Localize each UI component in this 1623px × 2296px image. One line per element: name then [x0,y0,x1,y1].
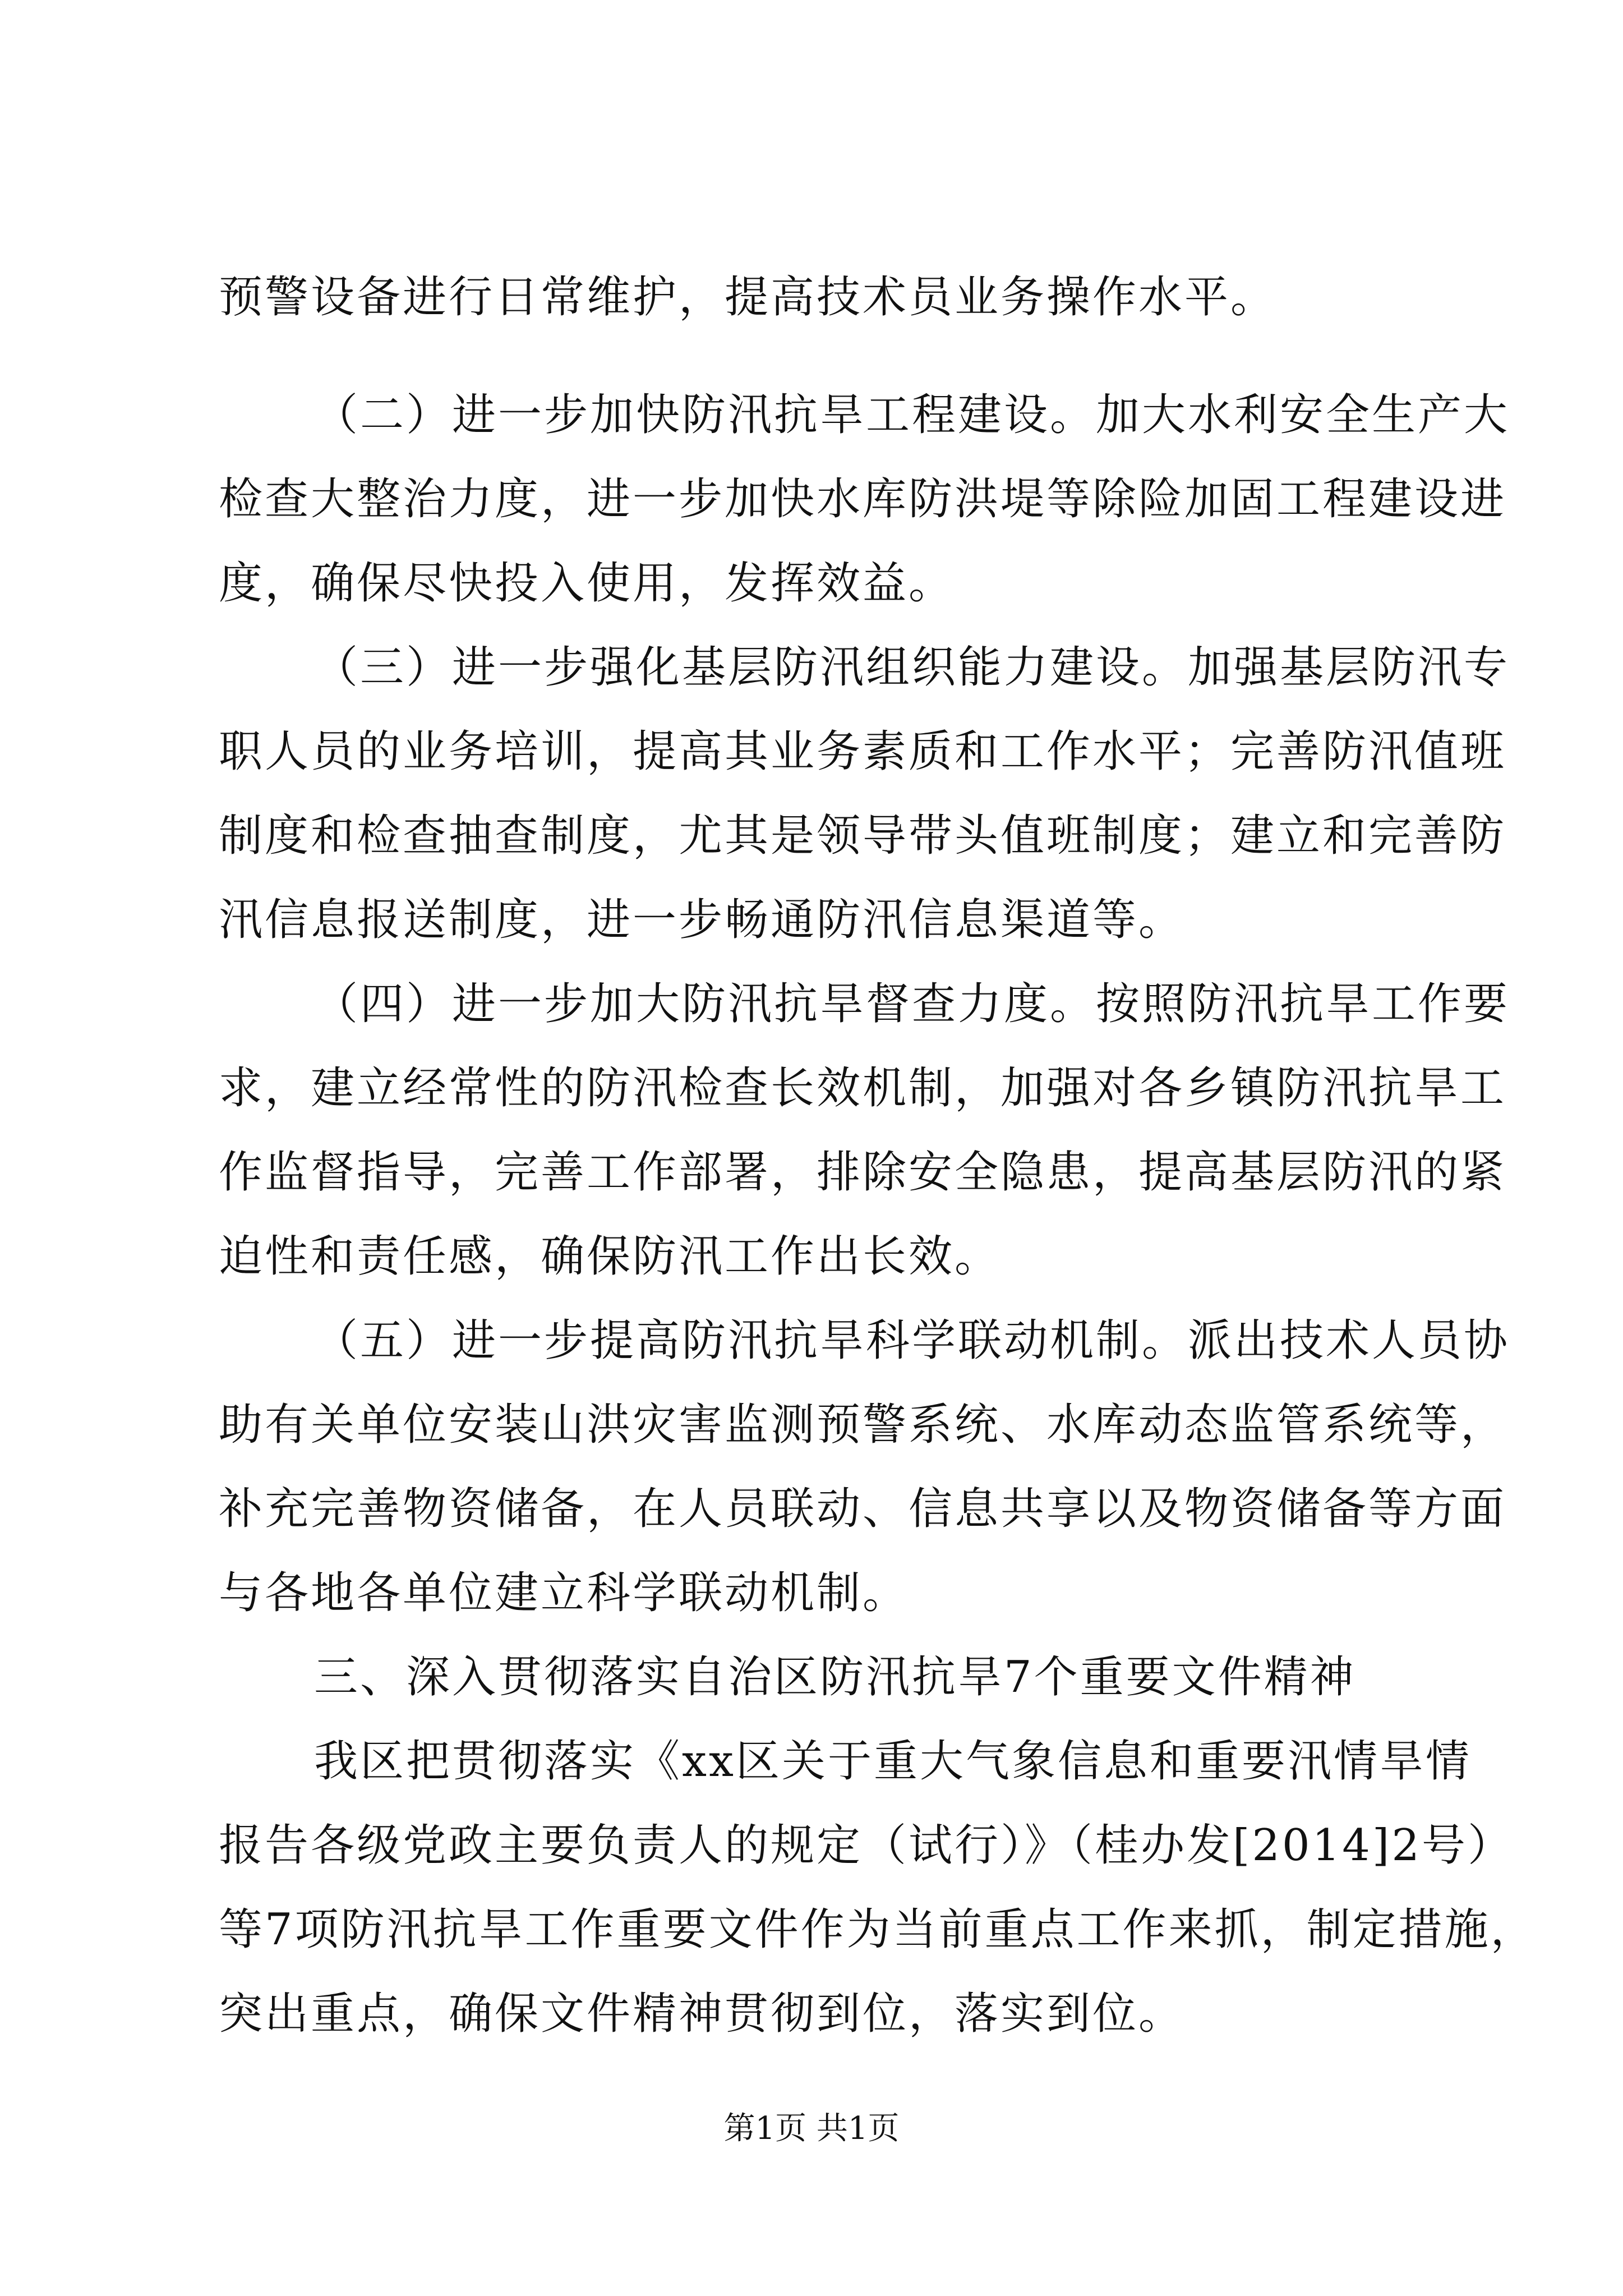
paragraph-line: 助有关单位安装山洪灾害监测预警系统、水库动态监管系统等， [219,1400,1507,1450]
paragraph-line: 职人员的业务培训，提高其业务素质和工作水平；完善防汛值班 [219,726,1507,777]
paragraph-line: 制度和检查抽查制度，尤其是领导带头值班制度；建立和完善防 [219,811,1507,861]
paragraph-line: 与各地各单位建立科学联动机制。 [219,1568,909,1618]
paragraph-line: 等7项防汛抗旱工作重要文件作为当前重点工作来抓，制定措施， [219,1904,1537,1955]
paragraph-line: 报告各级党政主要负责人的规定（试行）》（桂办发[2014]2号） [219,1820,1514,1871]
paragraph-line: 补充完善物资储备，在人员联动、信息共享以及物资储备等方面 [219,1484,1507,1534]
paragraph-line: （二）进一步加快防汛抗旱工程建设。加大水利安全生产大 [314,390,1510,440]
paragraph-line: 作监督指导，完善工作部署，排除安全隐患，提高基层防汛的紧 [219,1147,1507,1198]
page-number-footer: 第1页 共1页 [723,2110,900,2147]
paragraph-line: 检查大整治力度，进一步加快水库防洪堤等除险加固工程建设进 [219,474,1507,524]
paragraph-line: （三）进一步强化基层防汛组织能力建设。加强基层防汛专 [314,642,1510,693]
paragraph-line: 求，建立经常性的防汛检查长效机制，加强对各乡镇防汛抗旱工 [219,1063,1507,1114]
paragraph-line: 汛信息报送制度，进一步畅通防汛信息渠道等。 [219,895,1185,945]
paragraph-line: （五）进一步提高防汛抗旱科学联动机制。派出技术人员协 [314,1315,1510,1366]
paragraph-line: 迫性和责任感，确保防汛工作出长效。 [219,1231,1001,1282]
section-heading: 三、深入贯彻落实自治区防汛抗旱7个重要文件精神 [314,1652,1356,1703]
paragraph-line: 预警设备进行日常维护，提高技术员业务操作水平。 [219,272,1277,323]
paragraph-line: 我区把贯彻落实《xx区关于重大气象信息和重要汛情旱情 [314,1736,1472,1787]
paragraph-line: 度，确保尽快投入使用，发挥效益。 [219,558,955,609]
paragraph-line: 突出重点，确保文件精神贯彻到位，落实到位。 [219,1989,1185,2039]
paragraph-line: （四）进一步加大防汛抗旱督查力度。按照防汛抗旱工作要 [314,979,1510,1029]
